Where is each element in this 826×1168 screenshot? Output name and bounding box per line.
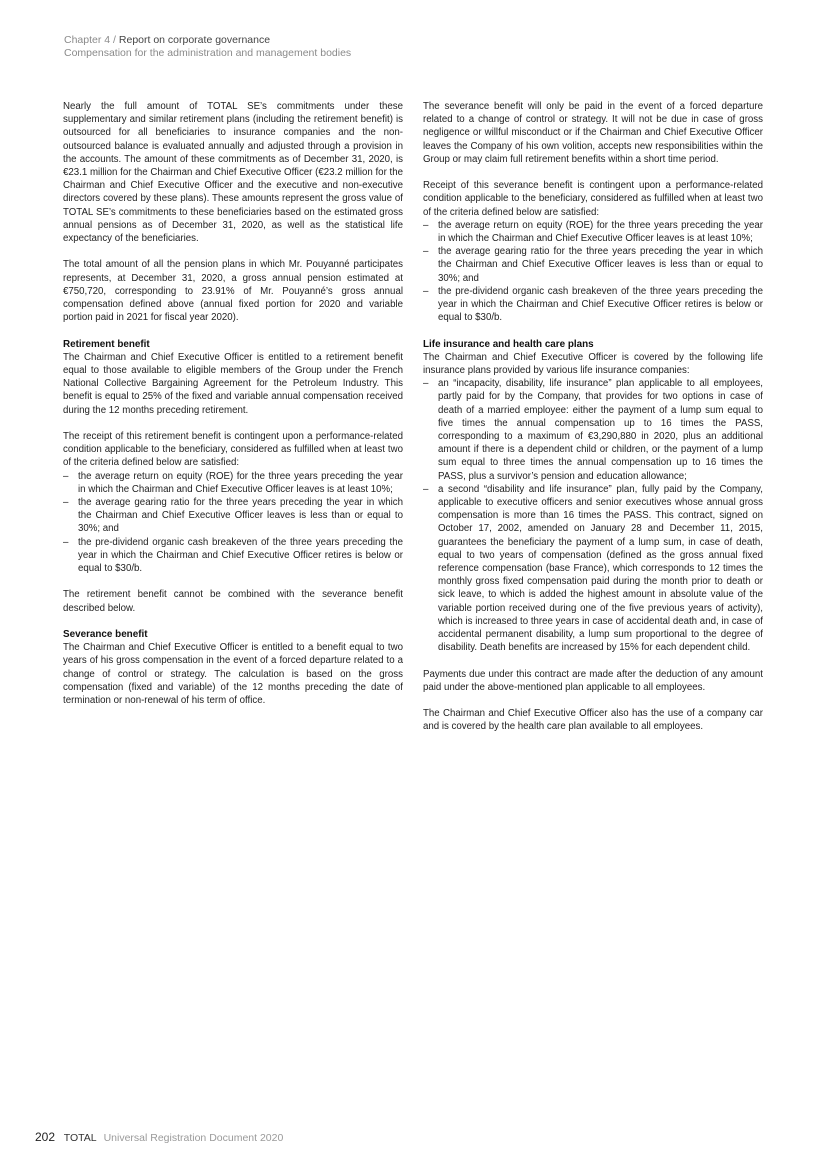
list-item: – the average return on equity (ROE) for the three years preceding the year in which the Chairman and Chief Executive Officer leaves is at least 10%;: [423, 219, 763, 245]
list-item: – the average return on equity (ROE) for the three years preceding the year in which the Chairman and Chief Executive Officer leaves is at least 10%;: [63, 470, 403, 496]
paragraph: The Chairman and Chief Executive Officer also has the use of a company car and is covered by the health care plan available to all employees.: [423, 708, 763, 733]
retirement-criteria-list: [63, 470, 403, 576]
paragraph: Receipt of this severance benefit is contingent upon a performance-related condition applicable to the beneficiary, considered as fulfilled when at least two of the criteria defined below are satisfied:: [423, 180, 763, 218]
severance-benefit-heading: Severance benefit: [63, 629, 148, 641]
life-insurance-heading: Life insurance and health care plans: [423, 338, 594, 350]
section-title: Compensation for the administration and management bodies: [64, 47, 352, 59]
chapter-label: Chapter 4: [64, 34, 111, 46]
paragraph: The Chairman and Chief Executive Officer is entitled to a benefit equal to two years of his gross compensation in the event of a forced departure related to a change of control or strategy. The calculation is based on the gross compensation (fixed and variable) of the 12 months preceding the date of termination or non-renewal of his term of office.: [63, 642, 403, 707]
document-title: Universal Registration Document 2020: [103, 1132, 284, 1144]
list-item: – the average gearing ratio for the three years preceding the year in which the Chairman and Chief Executive Officer leaves is less than or equal to 30%; and: [423, 245, 763, 285]
page-header: [64, 34, 351, 60]
list-item: – the pre-dividend organic cash breakeven of the three years preceding the year in which the Chairman and Chief Executive Officer retires is below or equal to $30/b.: [63, 536, 403, 576]
list-item: – a second “disability and life insurance” plan, fully paid by the Company, applicable to executive officers and senior executives whose annual gross compensation is more than 16 times the PASS. This contract, signed on October 17, 2002, amended on January 28 and December 11, 2015, guarantees the beneficiary the payment of a lump sum, in case of death, equal to two years of compensation (defined as the gross annual fixed reference compensation (base France), which corresponds to 12 times the monthly gross fixed compensation paid during the month prior to death or sick leave, to which is added the highest amount in absolute value of the variable portion received during one of the five previous years of activity), which is increased to three years in case of accidental death and, in case of accidental permanent disability, a lump sum proportional to the degree of disability. Death benefits are increased by 15% for each dependent child.: [423, 483, 763, 655]
list-item: – an “incapacity, disability, life insurance” plan applicable to all employees, partly paid for by the Company, that provides for two options in case of death of a married employee: either the payment of a lump sum equal to five times the annual compensation up to 16 times the PASS, corresponding to a maximum of €3,290,880 in 2020, plus an additional amount if there is a dependent child or children, or the payment of a lump sum equal to three times the annual compensation up to 16 times the PASS, plus a survivor’s pension and education allowance;: [423, 377, 763, 483]
right-column: [423, 100, 763, 747]
page-number: 202: [35, 1130, 56, 1144]
paragraph: The receipt of this retirement benefit is contingent upon a performance-related condition applicable to the beneficiary, considered as fulfilled when at least two of the criteria defined below are satisfied:: [63, 431, 403, 469]
severance-criteria-list: [423, 219, 763, 325]
chapter-line: [64, 34, 351, 47]
list-item: – the pre-dividend organic cash breakeven of the three years preceding the year in which the Chairman and Chief Executive Officer retires is below or equal to $30/b.: [423, 285, 763, 325]
page-footer: [35, 1130, 283, 1145]
list-item: – the average gearing ratio for the three years preceding the year in which the Chairman and Chief Executive Officer leaves is less than or equal to 30%; and: [63, 496, 403, 536]
retirement-benefit-heading: Retirement benefit: [63, 338, 150, 350]
paragraph: Payments due under this contract are made after the deduction of any amount paid under the above-mentioned plan applicable to all employees.: [423, 668, 763, 693]
chapter-title: Report on corporate governance: [118, 34, 271, 46]
paragraph: The Chairman and Chief Executive Officer is covered by the following life insurance plans provided by various life insurance companies:: [423, 351, 763, 377]
paragraph: The Chairman and Chief Executive Officer is entitled to a retirement benefit equal to those available to eligible members of the Group under the French National Collective Bargaining Agreement for the Petroleum Industry. This benefit is equal to 25% of the fixed and variable annual compensation received during the 12 months preceding retirement.: [63, 351, 403, 416]
left-column: [63, 100, 403, 720]
paragraph: Nearly the full amount of TOTAL SE’s commitments under these supplementary and similar retirement plans (including the retirement benefit) is outsourced for all beneficiaries to insurance companies and the non-outsourced balance is evaluated annually and adjusted through a provision in the accounts. The amount of these commitments as of December 31, 2020, is €23.1 million for the Chairman and Chief Executive Officer (€23.2 million for the Chairman and Chief Executive Officer and the executive and non-executive directors covered by these plans). These amounts represent the gross value of TOTAL SE’s commitments to these beneficiaries based on the estimated gross annual pensions as of December 31, 2020, as well as the statistical life expectancy of the beneficiaries.: [63, 101, 403, 245]
paragraph: The total amount of all the pension plans in which Mr. Pouyanné participates represents, at December 31, 2020, a gross annual pension estimated at €750,720, corresponding to 23.91% of Mr. Pouyanné’s gross annual compensation defined above (annual fixed portion for 2020 and variable portion paid in 2021 for fiscal year 2020).: [63, 259, 403, 324]
brand-name: TOTAL: [63, 1132, 97, 1144]
paragraph: The retirement benefit cannot be combined with the severance benefit described below.: [63, 589, 403, 614]
chapter-separator: /: [110, 34, 119, 46]
paragraph: The severance benefit will only be paid in the event of a forced departure related to a change of control or strategy. It will not be due in case of gross negligence or willful misconduct or if the Chairman and Chief Executive Officer leaves the Company of his own volition, accepts new responsibilities within the Group or may claim full retirement benefits within a short time period.: [423, 101, 763, 165]
insurance-plans-list: [423, 377, 763, 654]
